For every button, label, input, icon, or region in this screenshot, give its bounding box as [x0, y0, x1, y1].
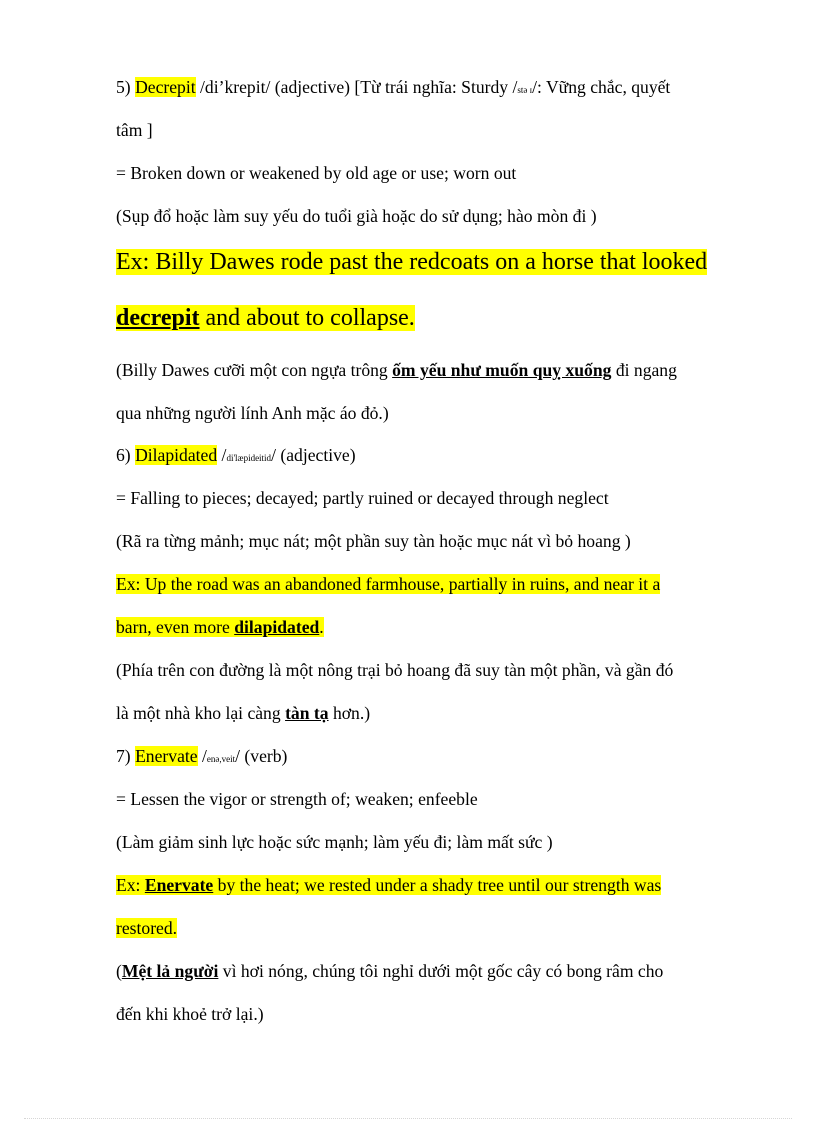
- entry7-heading: [116, 745, 287, 770]
- entry6-pron-open: /: [217, 445, 227, 465]
- entry5-translation-word: ốm yếu như muốn quỵ xuống: [392, 360, 612, 380]
- entry5-word: Decrepit: [135, 77, 196, 97]
- entry7-example-start: Ex:: [116, 875, 145, 895]
- entry6-example-word: dilapidated: [234, 617, 320, 637]
- entry5-number: 5): [116, 77, 136, 97]
- entry6-translation-end: hơn.): [328, 703, 371, 723]
- entry7-translation-line1-end: vì hơi nóng, chúng tôi nghỉ dưới một gốc cây có bong râm cho: [218, 961, 664, 981]
- entry7-example-line1: [116, 874, 661, 896]
- entry6-number: 6): [116, 445, 136, 465]
- entry6-example-line1: [116, 573, 660, 595]
- entry6-example-end: .: [319, 617, 324, 637]
- entry7-number: 7): [116, 746, 136, 766]
- entry7-example-line1-end: by the heat; we rested under a shady tree until our strength was: [213, 875, 662, 895]
- page-bottom-divider: [24, 1118, 792, 1119]
- entry6-translation-word: tàn tạ: [285, 703, 329, 723]
- entry6-heading: [116, 444, 356, 469]
- entry5-example-line2: [116, 303, 415, 333]
- entry5-translation-end: đi ngang: [611, 360, 677, 380]
- entry5-translation-line2: qua những người lính Anh mặc áo đỏ.): [116, 403, 389, 423]
- entry6-example-text: Ex: Up the road was an abandoned farmhouse, partially in ruins, and near it a: [116, 574, 661, 594]
- entry6-vi-definition: (Rã ra từng mảnh; mục nát; một phần suy tàn hoặc mục nát vì bỏ hoang ): [116, 531, 631, 551]
- entry7-example-restored: restored.: [116, 918, 178, 938]
- entry6-pronunciation-ipa: di'læpideitid: [226, 453, 272, 463]
- entry6-example-start: barn, even more: [116, 617, 235, 637]
- entry7-vi-definition: (Làm giảm sinh lực hoặc sức mạnh; làm yếu đi; làm mất sức ): [116, 832, 553, 852]
- entry5-heading: [116, 76, 727, 101]
- entry7-translation-word: Mệt lả người: [121, 961, 219, 981]
- entry5-definition: = Broken down or weakened by old age or use; worn out: [116, 163, 517, 183]
- entry5-antonym: /: Vững chắc, quyết: [532, 77, 671, 97]
- entry7-example-word: Enervate: [144, 875, 214, 895]
- entry6-word: Dilapidated: [135, 445, 218, 465]
- entry7-word: Enervate: [135, 746, 198, 766]
- entry6-translation-line1: (Phía trên con đường là một nông trại bỏ hoang đã suy tàn một phần, và gần đó: [116, 660, 674, 680]
- entry6-definition: = Falling to pieces; decayed; partly ruined or decayed through neglect: [116, 488, 609, 508]
- entry7-translation-open: (: [116, 961, 122, 981]
- entry7-pron-close: / (verb): [235, 746, 288, 766]
- entry7-translation-line2: đến khi khoẻ trở lại.): [116, 1004, 264, 1024]
- entry5-heading-cont: tâm ]: [116, 120, 153, 140]
- entry7-translation-line1: [116, 960, 663, 982]
- entry6-translation-start: là một nhà kho lại càng: [116, 703, 286, 723]
- entry5-example-line1: [116, 247, 707, 277]
- entry5-pronunciation: /di’krepit/ (adjective) [Từ trái nghĩa: Sturdy /: [195, 77, 518, 97]
- entry7-pronunciation-ipa: enə,veit: [206, 754, 236, 764]
- entry5-example-text: Ex: Billy Dawes rode past the redcoats on a horse that looked: [116, 249, 708, 275]
- entry6-example-line2: [116, 616, 324, 638]
- entry5-translation-line1: [116, 359, 727, 381]
- entry6-pron-close: / (adjective): [271, 445, 356, 465]
- entry5-example-word: decrepit: [116, 305, 200, 331]
- entry7-definition: = Lessen the vigor or strength of; weaken; enfeeble: [116, 789, 478, 809]
- entry5-translation-start: (Billy Dawes cưỡi một con ngựa trông: [116, 360, 393, 380]
- entry5-pronunciation-ipa: stə ɪ: [517, 85, 533, 95]
- entry5-example-rest: and about to collapse.: [199, 305, 415, 331]
- entry5-vi-definition: (Sụp đổ hoặc làm suy yếu do tuổi già hoặc do sử dụng; hào mòn đi ): [116, 206, 597, 226]
- entry7-example-line2: [116, 917, 177, 939]
- entry6-translation-line2: [116, 702, 370, 724]
- entry7-pron-open: /: [197, 746, 207, 766]
